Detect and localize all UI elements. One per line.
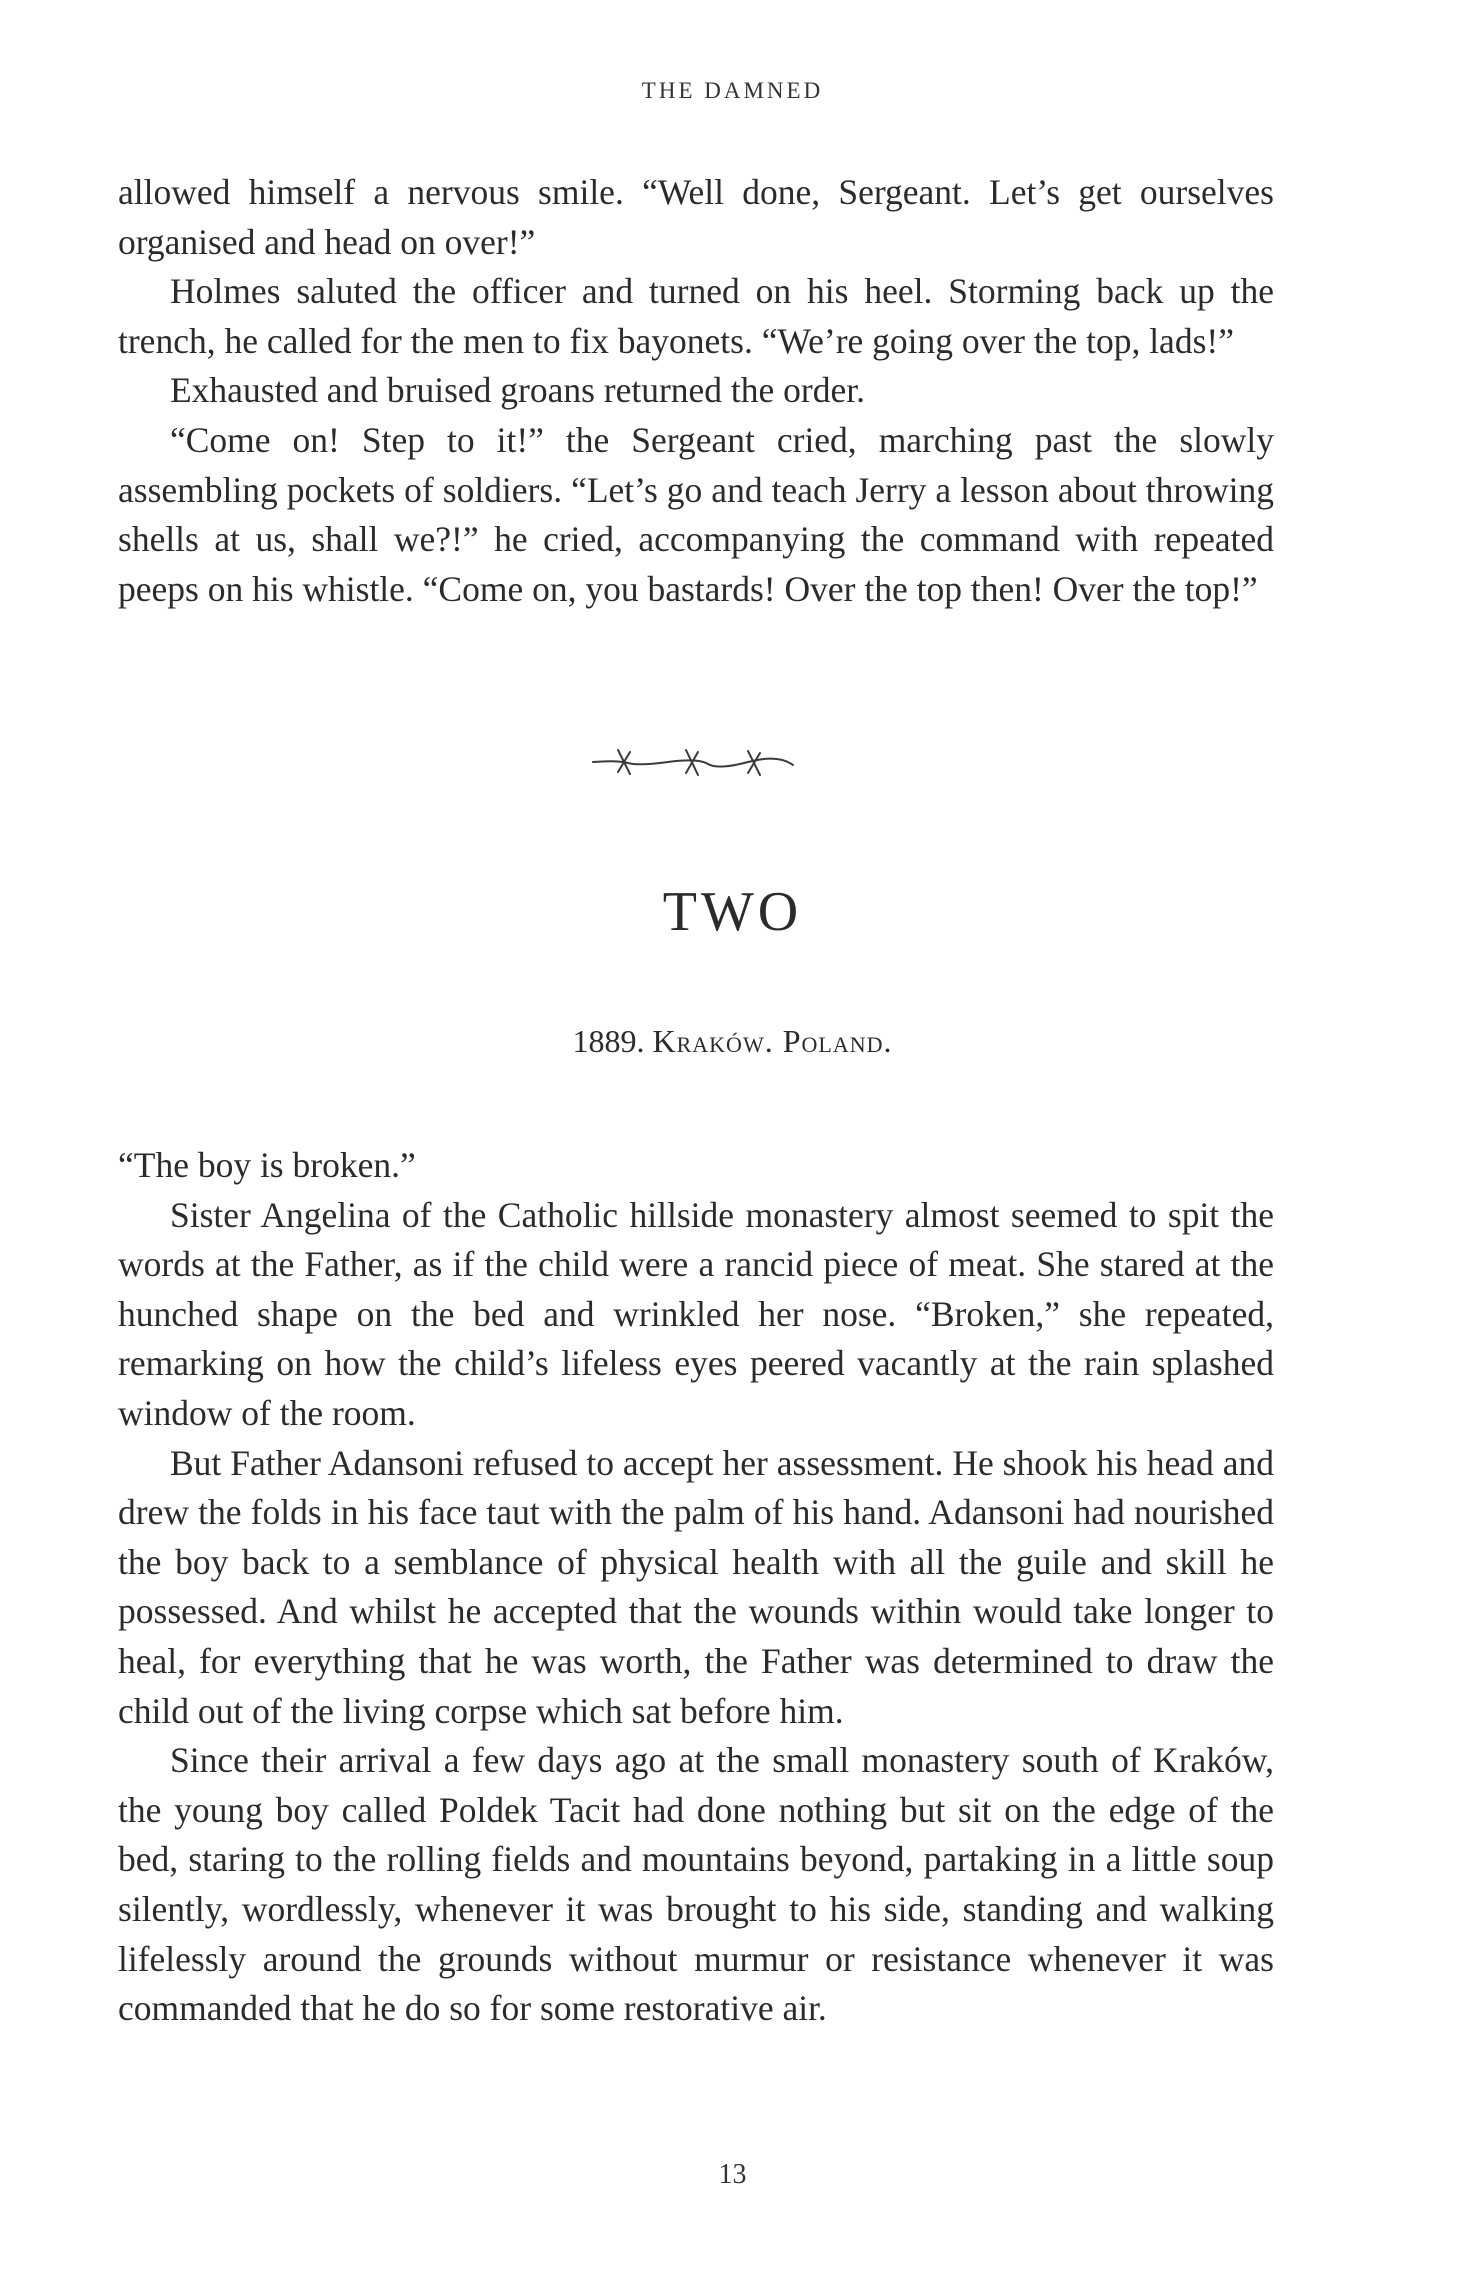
paragraph: Since their arrival a few days ago at the small monastery south of Kraków, the young boy called Poldek Tacit had done nothing but sit on the edge of the bed, staring to the rolling fields and mountains beyond, partaking in a little soup silently, wordlessly, whenever it was brought to his side, standing and walking lifelessly around the grounds without murmur or resistance whenever it was commanded that he do so for some restorative air. <box>118 1740 1274 2029</box>
paragraph: Exhausted and bruised groans returned the order. <box>170 370 865 411</box>
barbed-wire-icon <box>588 742 808 782</box>
running-head: THE DAMNED <box>641 78 824 103</box>
paragraph: Sister Angelina of the Catholic hillside monastery almost seemed to spit the words at the Father, as if the child were a rancid piece of meat. She stared at the hunched shape on the bed and wrinkled her nose. “Broken,” she repeated, remarking on how the child’s lifeless eyes peered vacantly at the rain splashed window of the room. <box>118 1194 1274 1433</box>
paragraph: Holmes saluted the officer and turned on his heel. Storming back up the trench, he called for the men to fix bayonets. “We’re going over the top, lads!” <box>118 271 1274 361</box>
bottom-text-block <box>118 1141 1274 2034</box>
dateline-place: Kraków. Poland. <box>652 1023 893 1059</box>
chapter-dateline <box>0 1023 1465 1060</box>
paragraph: “The boy is broken.” <box>118 1145 416 1185</box>
chapter-title: TWO <box>662 881 803 943</box>
paragraph: “Come on! Step to it!” the Sergeant cried, marching past the slowly assembling pockets of soldiers. “Let’s go and teach Jerry a lesson about throwing shells at us, shall we?!” he cried, accompanying the command with repeated peeps on his whistle. “Come on, you bastards! Over the top then! Over the top!” <box>118 419 1274 609</box>
dateline-year: 1889. <box>572 1023 645 1059</box>
paragraph: But Father Adansoni refused to accept her assessment. He shook his head and drew the folds in his face taut with the palm of his hand. Adansoni had nourished the boy back to a semblance of physical health with all the guile and skill he possessed. And whilst he accepted that the wounds within would take longer to heal, for everything that he was worth, the Father was determined to draw the child out of the living corpse which sat before him. <box>118 1442 1274 1731</box>
paragraph: allowed himself a nervous smile. “Well done, Sergeant. Let’s get ourselves organised and head on over!” <box>118 172 1274 262</box>
top-text-block <box>118 168 1274 614</box>
page-number: 13 <box>718 2159 747 2190</box>
